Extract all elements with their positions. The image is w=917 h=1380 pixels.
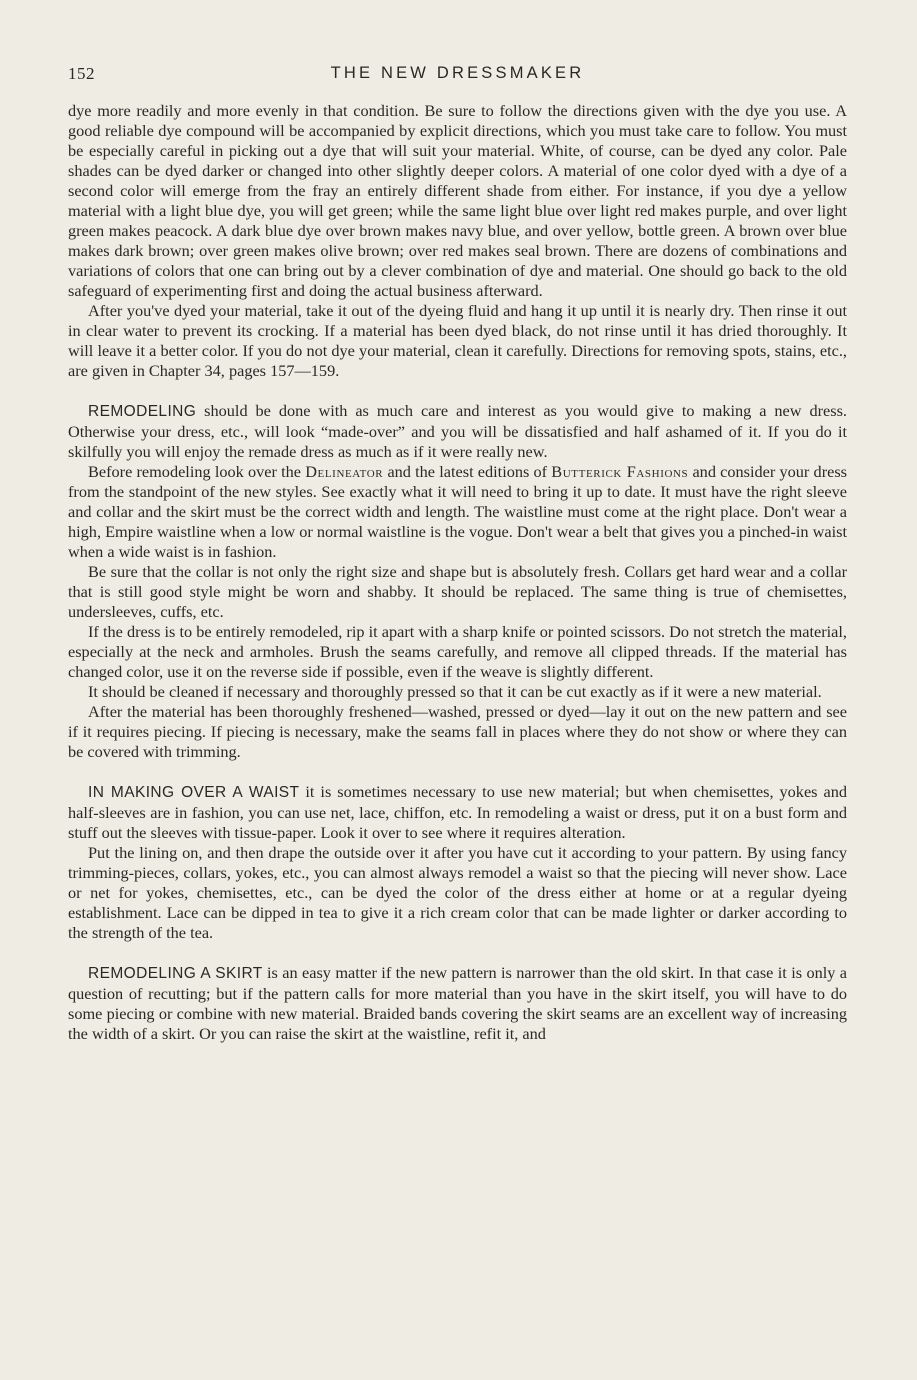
- paragraph-text: it is sometimes necessary to use new material; but when chemisettes, yokes and half-sleeves are in fashion, you can use net, lace, chiffon, etc. In remodeling a waist or dress, put it on a bust form and stuff out the sleeves with tissue-paper. Look it over to see where it requires alteration.: [68, 782, 847, 842]
- paragraph: Put the lining on, and then drape the outside over it after you have cut it according to your pattern. By using fancy trimming-pieces, collars, yokes, etc., you can almost always remodel a waist so that the piecing will never show. Lace or net for yokes, chemisettes, etc., can be dyed the color of the dress either at home or at a regular dyeing establishment. Lace can be dipped in tea to give it a rich cream color that can be made lighter or darker according to the strength of the tea.: [68, 843, 847, 942]
- paragraph: [68, 462, 847, 562]
- publication-name-delineator: Delineator: [305, 462, 384, 481]
- paragraph: Be sure that the collar is not only the right size and shape but is absolutely fresh. Collars get hard wear and a collar that is still good style might be worn and shabby. It should be replaced. The same thing is true of chemisettes, undersleeves, cuffs, etc.: [68, 562, 847, 621]
- publication-name-butterick-fashions: Butterick Fashions: [551, 462, 689, 481]
- section-lead-waist: IN MAKING OVER A WAIST: [88, 784, 300, 801]
- paragraph: dye more readily and more evenly in that condition. Be sure to follow the directions given with the dye you use. A good reliable dye compound will be accompanied by explicit directions, which you must take care to follow. You must be especially careful in picking out a dye that will suit your material. White, of course, can be dyed any color. Pale shades can be dyed darker or changed into other slightly deeper colors. A material of one color dyed with a dye of a second color will emerge from the fray an entirely different shade from either. For instance, if you dye a yellow material with a light blue dye, you will get green; while the same light blue over light red makes purple, and over light green makes peacock. A dark blue dye over brown makes navy blue, and over yellow, bottle green. A brown over blue makes dark brown; over green makes olive brown; over red makes seal brown. There are dozens of combinations and variations of colors that one can bring out by a clever combination of dye and material. One should go back to the old safeguard of experimenting first and doing the actual business afterward.: [68, 101, 847, 300]
- paragraph-text: and consider your dress from the standpoint of the new styles. See exactly what it will need to bring it up to date. It must have the right sleeve and collar and the skirt must be the correct width and length. The waistline must come at the right place. Don't wear a high, Empire waistline when a low or normal waistline is the vogue. Don't wear a belt that gives you a pinched-in waist when a wide waist is in fashion.: [68, 462, 848, 561]
- page-number: 152: [68, 64, 95, 83]
- section-gap: [68, 943, 847, 963]
- paragraph-text: should be done with as much care and interest as you would give to making a new dress. Otherwise your dress, etc., will look “made-over” and you will be dissatisfied and half ashamed of it. If you do it skilfully you will enjoy the remade dress as much as if it were really new.: [68, 401, 847, 461]
- paragraph-remodeling-skirt: [68, 963, 847, 1044]
- paragraph-making-over-waist: [68, 782, 847, 843]
- paragraph-text: and the latest editions of: [383, 462, 552, 481]
- section-lead-remodeling: REMODELING: [88, 403, 197, 420]
- paragraph-remodeling: [68, 401, 847, 462]
- running-title: THE NEW DRESSMAKER: [330, 64, 585, 82]
- paragraph-text: Before remodeling look over the: [88, 462, 306, 481]
- page-header: [68, 64, 847, 90]
- paragraph: It should be cleaned if necessary and thoroughly pressed so that it can be cut exactly as if it were a new material.: [88, 682, 822, 701]
- paragraph: After the material has been thoroughly freshened—washed, pressed or dyed—lay it out on the new pattern and see if it requires piecing. If piecing is necessary, make the seams fall in places where they do not show or where they can be covered with trimming.: [68, 702, 847, 761]
- section-lead-skirt: REMODELING A SKIRT: [88, 965, 263, 982]
- section-gap: [68, 762, 847, 782]
- body-text: [68, 101, 847, 1044]
- paragraph-text: is an easy matter if the new pattern is narrower than the old skirt. In that case it is only a question of recutting; but if the pattern calls for more material than you have in the skirt itself, you will have to do some piecing or combine with new material. Braided bands covering the skirt seams are an excellent way of increasing the width of a skirt. Or you can raise the skirt at the waistline, refit it, and: [68, 963, 847, 1043]
- paragraph: If the dress is to be entirely remodeled, rip it apart with a sharp knife or pointed scissors. Do not stretch the material, especially at the neck and armholes. Brush the seams carefully, and remove all clipped threads. If the material has changed color, use it on the reverse side if possible, even if the weave is slightly different.: [68, 622, 847, 681]
- section-gap: [68, 381, 847, 401]
- paragraph: After you've dyed your material, take it out of the dyeing fluid and hang it up until it is nearly dry. Then rinse it out in clear water to prevent its crocking. If a material has been dyed black, do not rinse until it has dried thoroughly. It will leave it a better color. If you do not dye your material, clean it carefully. Directions for removing spots, stains, etc., are given in Chapter 34, pages 157—159.: [68, 301, 847, 380]
